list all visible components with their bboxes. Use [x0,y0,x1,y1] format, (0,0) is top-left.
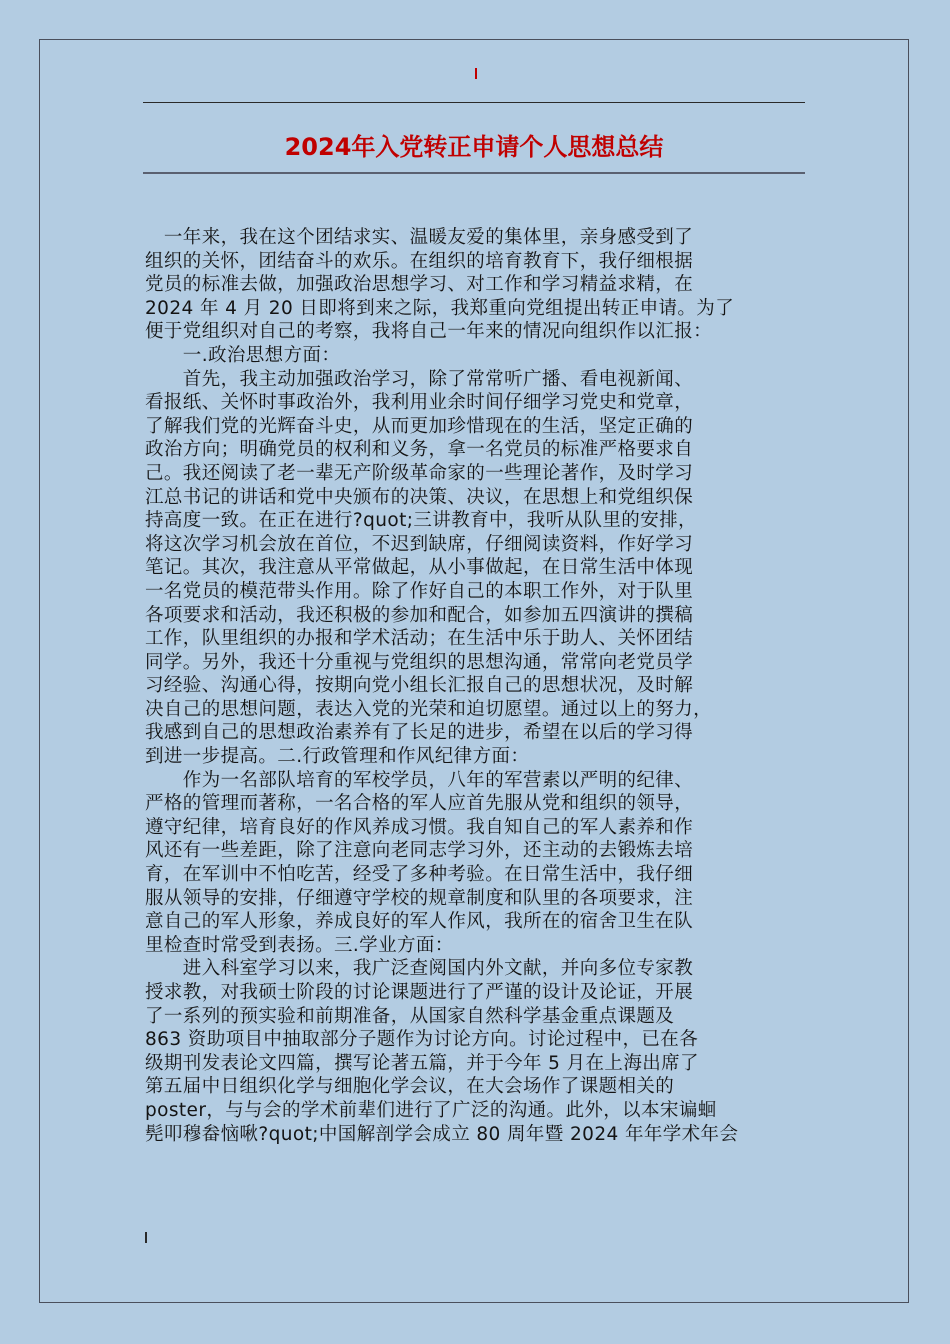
body-line: 遵守纪律，培育良好的作风养成习惯。我自知自己的军人素养和作 [145,816,694,838]
body-line: 作为一名部队培育的军校学员，八年的军营素以严明的纪律、 [145,769,694,791]
body-line: 一年来，我在这个团结求实、温暖友爱的集体里，亲身感受到了 [145,227,694,248]
body-line: 一名党员的模范带头作用。除了作好自己的本职工作外，对于队里 [145,580,694,602]
body-line: 持高度一致。在正在进行?quot;三讲教育中，我听从队里的安排， [145,510,697,532]
body-line: 授求教，对我硕士阶段的讨论课题进行了严谨的设计及论证，开展 [145,982,694,1003]
body-line: 同学。另外，我还十分重视与党组织的思想沟通，常常向老党员学 [145,651,694,673]
body-line: 党员的标准去做，加强政治思想学习、对工作和学习精益求精，在 [145,274,694,296]
body-line: 看报纸、关怀时事政治外，我利用业余时间仔细学习党史和党章， [145,392,694,414]
body-line: 将这次学习机会放在首位，不迟到缺席，仔细阅读资料，作好学习 [145,533,694,555]
body-line: 笔记。其次，我注意从平常做起，从小事做起，在日常生活中体现 [145,557,694,579]
body-line: 级期刊发表论文四篇，撰写论著五篇，并于今年 5 月在上海出席了 [145,1052,699,1074]
document-body [145,226,810,1146]
body-line: 进入科室学习以来，我广泛查阅国内外文献，并向多位专家教 [145,958,694,980]
document-title: 2024年入党转正申请个人思想总结 [284,133,664,161]
body-line: 己。我还阅读了老一辈无产阶级革命家的一些理论著作，及时学习 [145,462,694,484]
body-line: poster，与与会的学术前辈们进行了广泛的沟通。此外，以本宋谝蛔 [145,1099,717,1121]
body-line: 江总书记的讲话和党中央颁布的决策、决议，在思想上和党组织保 [145,486,694,508]
body-line: 髡叩穆畚恼啾?quot;中国解剖学会成立 80 周年暨 2024 年年学术年会 [145,1123,739,1145]
body-line: 首先，我主动加强政治学习，除了常常听广播、看电视新闻、 [145,368,694,390]
title-rule [143,172,805,174]
footer-mark [145,1232,147,1243]
body-line: 组织的关怀，团结奋斗的欢乐。在组织的培育教育下，我仔细根据 [145,250,694,272]
body-line: 863 资助项目中抽取部分子题作为讨论方向。讨论过程中，已在各 [145,1029,699,1051]
body-line: 风还有一些差距，除了注意向老同志学习外，还主动的去锻炼去培 [145,840,694,862]
body-line: 服从领导的安排，仔细遵守学校的规章制度和队里的各项要求，注 [145,887,694,909]
body-line: 里检查时常受到表扬。三.学业方面： [145,934,454,956]
header-mark [475,68,477,79]
header-rule [143,102,805,103]
body-line: 育，在军训中不怕吃苦，经受了多种考验。在日常生活中，我仔细 [145,864,694,886]
body-line: 政治方向；明确党员的权利和义务，拿一名党员的标准严格要求自 [145,439,694,461]
body-line: 了解我们党的光辉奋斗史，从而更加珍惜现在的生活，坚定正确的 [145,415,694,437]
body-line: 第五届中日组织化学与细胞化学会议，在大会场作了课题相关的 [145,1076,675,1098]
body-line: 意自己的军人形象，养成良好的军人作风，我所在的宿舍卫生在队 [145,911,694,933]
body-line: 一.政治思想方面： [145,344,341,366]
body-line: 工作，队里组织的办报和学术活动；在生活中乐于助人、关怀团结 [145,628,694,650]
body-line: 我感到自己的思想政治素养有了长足的进步，希望在以后的学习得 [145,722,694,744]
body-line: 了一系列的预实验和前期准备，从国家自然科学基金重点课题及 [145,1005,675,1027]
body-line: 各项要求和活动，我还积极的参加和配合，如参加五四演讲的撰稿 [145,604,694,626]
body-line: 严格的管理而著称，一名合格的军人应首先服从党和组织的领导， [145,793,694,815]
body-line: 便于党组织对自己的考察，我将自己一年来的情况向组织作以汇报： [145,321,713,343]
body-line: 习经验、沟通心得，按期向党小组长汇报自己的思想状况，及时解 [145,675,694,697]
body-line: 2024 年 4 月 20 日即将到来之际，我郑重向党组提出转正申请。为了 [145,297,735,319]
body-line: 决自己的思想问题，表达入党的光荣和迫切愿望。通过以上的努力， [145,698,713,720]
body-line: 到进一步提高。二.行政管理和作风纪律方面： [145,746,530,768]
